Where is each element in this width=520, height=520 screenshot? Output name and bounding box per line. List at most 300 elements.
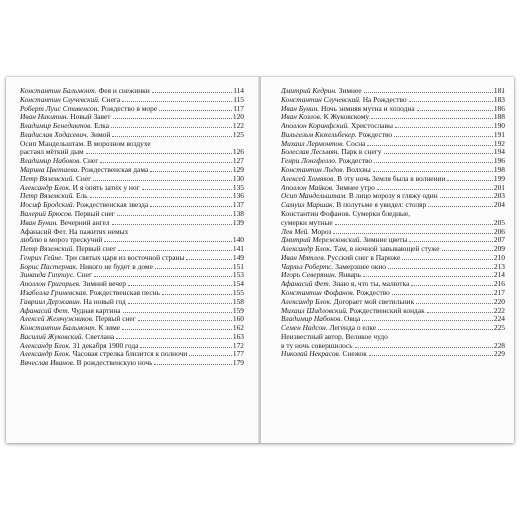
entry-title: На Рождество — [362, 95, 407, 104]
entry-line — [20, 307, 244, 316]
toc-list-left — [20, 87, 244, 368]
entry-text — [281, 245, 440, 254]
leader-dots — [122, 101, 232, 102]
entry-line — [20, 263, 244, 272]
leader-dots — [402, 259, 493, 260]
entry-author: Александр Блок. — [281, 297, 332, 306]
entry-title: 31 декабря 1900 года — [72, 341, 139, 350]
leader-dots — [140, 347, 232, 348]
entry-author: Аполлон Майков. — [281, 183, 334, 192]
entry-title: Снег — [75, 174, 92, 183]
toc-entry — [20, 192, 244, 201]
entry-line — [20, 157, 244, 166]
entry-line — [281, 96, 505, 105]
entry-line — [20, 271, 244, 280]
entry-line — [281, 157, 505, 166]
entry-title: Волхвы — [346, 166, 371, 175]
entry-page-number: 209 — [493, 244, 505, 254]
entry-author: Иван Никитин. — [20, 113, 69, 122]
entry-text — [20, 307, 121, 316]
entry-page-number: 228 — [493, 340, 505, 350]
leader-dots — [395, 127, 493, 128]
entry-page-number: 122 — [232, 121, 244, 131]
entry-title: Снег — [76, 271, 93, 280]
entry-line — [20, 254, 244, 263]
entry-author: Генри Лонгфелло. — [281, 157, 337, 166]
toc-entry — [20, 184, 244, 193]
entry-title: Догорает мой светильник — [333, 297, 415, 306]
entry-author: Петр Вяземский. — [20, 245, 75, 254]
toc-entry — [281, 140, 505, 149]
entry-page-number: 162 — [232, 323, 244, 333]
toc-entry — [20, 289, 244, 298]
entry-line — [281, 298, 505, 307]
leader-dots — [333, 233, 492, 234]
toc-entry — [281, 166, 505, 175]
entry-page-number: 117 — [233, 103, 244, 113]
entry-author: Аполлон Коринфский. — [281, 122, 350, 131]
entry-title: Первый снег — [75, 245, 117, 254]
entry-page-number: 139 — [232, 217, 244, 227]
leader-dots — [138, 320, 232, 321]
entry-page-number: 196 — [493, 156, 505, 166]
entry-title: Новый Завет — [70, 113, 111, 122]
entry-page-number: 151 — [232, 261, 244, 271]
leader-dots — [440, 197, 493, 198]
entry-author: Иван Бунин. — [20, 218, 59, 227]
entry-author: Петр Вяземский. — [20, 192, 75, 201]
leader-dots — [100, 162, 232, 163]
toc-entry — [281, 350, 505, 359]
leader-dots — [362, 320, 493, 321]
entry-page-number: 224 — [493, 314, 505, 324]
toc-entry — [20, 105, 244, 114]
entry-author: Владимир Набоков. — [281, 315, 343, 324]
entry-author: Александр Блок. — [20, 341, 71, 350]
toc-entry — [281, 307, 505, 316]
entry-line — [281, 228, 505, 237]
entry-text — [281, 87, 362, 96]
toc-entry — [281, 131, 505, 140]
entry-line — [281, 342, 505, 351]
entry-text — [20, 184, 140, 193]
entry-title: Рождественский кондак — [349, 306, 425, 315]
toc-list-right — [281, 87, 505, 359]
toc-entry — [281, 105, 505, 114]
leader-dots — [355, 347, 493, 348]
leader-dots — [104, 241, 232, 242]
entry-text — [281, 122, 393, 131]
entry-page-number: 188 — [493, 112, 505, 122]
toc-entry — [281, 333, 505, 351]
entry-title: Зимой — [90, 130, 111, 139]
entry-author: Афанасий Фет. — [20, 306, 70, 315]
toc-entry — [281, 271, 505, 280]
leader-dots — [384, 153, 493, 154]
leader-dots — [154, 364, 231, 365]
leader-dots — [152, 92, 232, 93]
entry-author: Роберт Луис Стивенсон. — [20, 104, 100, 113]
entry-text — [281, 157, 372, 166]
entry-author: Константин Фофанов. — [281, 208, 351, 218]
entry-text — [281, 315, 360, 324]
right-page — [261, 77, 514, 443]
entry-author: Алексей Жемчужников. — [20, 315, 94, 324]
entry-line — [20, 175, 244, 184]
entry-line — [281, 236, 505, 245]
entry-author: Аполлон Григорьев. — [20, 280, 81, 289]
entry-line — [281, 315, 505, 324]
leader-dots — [150, 171, 232, 172]
leader-dots — [416, 303, 493, 304]
entry-page-number: 186 — [493, 103, 505, 113]
entry-line — [20, 298, 244, 307]
leader-dots — [378, 329, 493, 330]
entry-title: И я опять затих у ног — [72, 183, 140, 192]
leader-dots — [392, 294, 493, 295]
entry-title: Зимний вечер — [82, 280, 126, 289]
leader-dots — [394, 136, 493, 137]
entry-text — [281, 280, 409, 289]
entry-page-number: 216 — [493, 279, 505, 289]
entry-title: Три святых царя из восточной страны — [65, 253, 185, 262]
entry-line — [281, 307, 505, 316]
entry-text — [20, 271, 92, 280]
entry-title: В лицо морозу я гляжу один — [348, 192, 438, 201]
entry-author: Владимир Набоков. — [20, 157, 82, 166]
leader-dots — [363, 276, 493, 277]
toc-entry — [281, 87, 505, 96]
entry-title: Часовая стрелка близится к полночи — [72, 350, 188, 359]
toc-entry — [281, 245, 505, 254]
entry-author: Гавриил Державин. — [20, 297, 82, 306]
entry-page-number: 159 — [232, 305, 244, 315]
entry-line — [20, 148, 244, 157]
entry-title: На пажитях немых — [68, 226, 129, 236]
entry-page-number: 190 — [493, 121, 505, 131]
entry-first-line — [20, 140, 244, 149]
entry-text — [281, 228, 331, 237]
entry-page-number: 149 — [232, 252, 244, 262]
entry-line — [281, 271, 505, 280]
entry-title: Первый снег — [95, 315, 136, 324]
entry-line — [20, 210, 244, 219]
entry-author: Семен Надсон. — [281, 324, 328, 333]
entry-title: Русский снег в Париже — [327, 253, 401, 262]
entry-page-number: 160 — [232, 314, 244, 324]
leader-dots — [369, 355, 493, 356]
toc-entry — [281, 228, 505, 237]
entry-line — [281, 175, 505, 184]
entry-text — [20, 315, 136, 324]
entry-author: Александр Блок. — [20, 183, 71, 192]
entry-title: Фея и снежинки — [98, 87, 150, 95]
leader-dots — [371, 118, 493, 119]
entry-text — [20, 192, 88, 201]
entry-text — [281, 166, 371, 175]
entry-author: Петр Вяземский. — [20, 174, 75, 183]
entry-page-number: 129 — [232, 165, 244, 175]
leader-dots — [364, 92, 493, 93]
entry-page-number: 194 — [493, 147, 505, 157]
entry-line — [20, 280, 244, 289]
entry-author: Осип Мандельштам. — [281, 192, 348, 201]
entry-text — [20, 157, 98, 166]
entry-text — [281, 236, 407, 245]
entry-line — [281, 245, 505, 254]
toc-entry — [20, 157, 244, 166]
entry-page-number: 138 — [232, 208, 244, 218]
entry-line — [20, 342, 244, 351]
toc-entry — [281, 289, 505, 298]
entry-page-number: 205 — [493, 217, 505, 227]
entry-title: Сосна — [346, 139, 366, 148]
toc-entry — [20, 87, 244, 96]
leader-dots — [122, 329, 232, 330]
entry-author: Иван Бунин. — [281, 104, 320, 113]
entry-page-number: 183 — [493, 94, 505, 104]
toc-entry — [20, 166, 244, 175]
toc-entry — [20, 175, 244, 184]
leader-dots — [116, 338, 232, 339]
entry-text — [20, 166, 148, 175]
toc-entry — [281, 175, 505, 184]
leader-dots — [128, 285, 232, 286]
entry-page-number: 192 — [493, 138, 505, 148]
entry-author: Лев Мей. — [281, 227, 310, 236]
toc-entry — [20, 140, 244, 158]
toc-entry — [20, 96, 244, 105]
entry-title: Рождество в море — [101, 104, 158, 113]
leader-dots — [417, 110, 493, 111]
toc-entry — [281, 148, 505, 157]
entry-page-number: 201 — [493, 182, 505, 192]
entry-title: К Жуковскому — [323, 113, 370, 122]
entry-page-number: 225 — [493, 323, 505, 333]
entry-page-number: 153 — [232, 270, 244, 280]
entry-text — [20, 87, 150, 96]
leader-dots — [117, 215, 232, 216]
entry-page-number: 177 — [232, 349, 244, 359]
entry-text — [281, 263, 386, 272]
entry-text — [20, 254, 184, 263]
entry-title: Чудная картина — [71, 306, 121, 315]
entry-text — [20, 280, 126, 289]
entry-page-number: 172 — [232, 340, 244, 350]
leader-dots — [367, 145, 492, 146]
entry-page-number: 125 — [232, 129, 244, 139]
entry-title: Снежок — [342, 350, 367, 359]
toc-entry — [20, 122, 244, 131]
entry-line — [20, 350, 244, 359]
entry-line — [20, 201, 244, 210]
entry-text — [281, 289, 390, 298]
entry-title-continued: в ту ночь совершилось — [281, 341, 353, 350]
entry-author: Алексей Хомяков. — [281, 174, 336, 183]
entry-text — [281, 271, 361, 280]
entry-author: Самуил Маршак. — [281, 201, 335, 210]
entry-title: Легенда о елке — [329, 324, 377, 333]
entry-first-line — [281, 333, 505, 342]
entry-text — [20, 96, 120, 105]
toc-entry — [281, 298, 505, 307]
entry-page-number: 204 — [493, 200, 505, 210]
leader-dots — [374, 162, 493, 163]
entry-page-number: 206 — [493, 226, 505, 236]
entry-text — [20, 333, 114, 342]
entry-line — [20, 315, 244, 324]
entry-page-number: 199 — [493, 173, 505, 183]
entry-author: Вячеслав Иванов. — [20, 359, 75, 368]
entry-author: Афанасий Фет. — [281, 280, 331, 289]
entry-line — [20, 166, 244, 175]
entry-page-number: 130 — [232, 173, 244, 183]
entry-page-number: 155 — [232, 287, 244, 297]
entry-text — [281, 350, 367, 359]
entry-author: Марина Цветаева. — [20, 166, 80, 175]
leader-dots — [113, 118, 232, 119]
entry-page-number: 140 — [232, 235, 244, 245]
leader-dots — [123, 312, 232, 313]
leader-dots — [427, 312, 493, 313]
toc-entry — [281, 122, 505, 131]
entry-title: Замерзшее окно — [335, 262, 386, 271]
toc-entry — [20, 271, 244, 280]
entry-title: Зимние цветы — [363, 236, 408, 245]
entry-text — [281, 96, 407, 105]
toc-entry — [281, 113, 505, 122]
entry-title: Рождественская дама — [81, 166, 149, 175]
entry-author: Константин Бальмонт. — [20, 324, 97, 333]
toc-entry — [281, 184, 505, 193]
entry-line — [281, 87, 505, 96]
toc-entry — [20, 307, 244, 316]
entry-title-continued: сумерки мутные — [281, 218, 333, 227]
entry-page-number: 137 — [232, 200, 244, 210]
open-book — [6, 77, 514, 443]
entry-author: Валерий Брюсов. — [20, 209, 73, 218]
entry-title: Январь — [338, 271, 361, 280]
entry-line — [281, 280, 505, 289]
entry-author: Владимир Бенедиктов. — [20, 122, 93, 131]
entry-text — [281, 184, 375, 193]
leader-dots — [86, 153, 232, 154]
entry-text — [281, 254, 400, 263]
entry-author: Генрих Гейне. — [20, 253, 64, 262]
toc-entry — [281, 254, 505, 263]
entry-page-number: 229 — [493, 349, 505, 359]
toc-entry — [281, 280, 505, 289]
toc-entry — [20, 245, 244, 254]
leader-dots — [186, 259, 232, 260]
entry-line — [20, 87, 244, 96]
leader-dots — [428, 206, 493, 207]
entry-line — [281, 263, 505, 272]
entry-line — [20, 184, 244, 193]
leader-dots — [388, 268, 493, 269]
entry-title: Рождество — [338, 157, 373, 166]
entry-line — [281, 219, 505, 228]
entry-title-continued: растаял мёткий дым — [20, 148, 84, 157]
entry-author: Болеслав Лесьмян. — [281, 148, 340, 157]
entry-title: Христославы — [350, 122, 393, 131]
entry-text — [281, 307, 425, 316]
entry-page-number: 213 — [493, 261, 505, 271]
leader-dots — [112, 136, 232, 137]
entry-first-line — [281, 210, 505, 219]
leader-dots — [335, 224, 493, 225]
leader-dots — [112, 224, 232, 225]
entry-title: Знаю я, что ты, малютка — [332, 280, 410, 289]
entry-text — [20, 175, 91, 184]
entry-line — [281, 289, 505, 298]
leader-dots — [155, 268, 232, 269]
entry-author: Дмитрий Кедрин. — [281, 87, 337, 95]
entry-line — [20, 333, 244, 342]
toc-entry — [20, 350, 244, 359]
entry-author: Изабелла Гриневская. — [20, 288, 88, 297]
entry-author: Зинаида Гиппиус. — [20, 271, 75, 280]
entry-line — [20, 236, 244, 245]
entry-text — [281, 148, 382, 157]
leader-dots — [409, 101, 493, 102]
entry-text — [20, 245, 116, 254]
entry-text — [281, 175, 445, 184]
entry-page-number: 220 — [493, 296, 505, 306]
entry-author: Владислав Ходасевич. — [20, 130, 89, 139]
entry-title: Рождественская песнь — [89, 288, 160, 297]
entry-line — [20, 122, 244, 131]
entry-text — [20, 350, 187, 359]
toc-entry — [20, 254, 244, 263]
entry-text — [20, 324, 120, 333]
entry-title-continued: люблю в мороз трескучий — [20, 236, 103, 245]
entry-line — [20, 359, 244, 368]
entry-title: Мороз — [311, 227, 332, 236]
entry-author: Константин Бальмонт. — [20, 87, 97, 95]
entry-line — [281, 113, 505, 122]
entry-text — [20, 359, 152, 368]
toc-entry — [20, 263, 244, 272]
entry-page-number: 222 — [493, 305, 505, 315]
entry-title: Елка — [94, 122, 110, 131]
entry-page-number: 207 — [493, 235, 505, 245]
entry-line — [20, 96, 244, 105]
entry-text — [20, 105, 157, 114]
toc-entry — [20, 315, 244, 324]
entry-author: Неизвестный автор. — [281, 331, 344, 341]
entry-author: Осип Мандельштам. — [20, 138, 86, 148]
entry-title: Ель — [75, 192, 88, 201]
entry-author: Константин Фофанов. — [281, 288, 355, 297]
entry-title: Первый снег — [74, 209, 115, 218]
toc-entry — [281, 236, 505, 245]
entry-title: Снег — [83, 157, 99, 166]
entry-page-number: 181 — [493, 86, 505, 95]
toc-entry — [281, 157, 505, 166]
entry-author: Афанасий Фет. — [20, 226, 68, 236]
toc-entry — [281, 192, 505, 201]
leader-dots — [90, 197, 232, 198]
leader-dots — [442, 250, 493, 251]
entry-text — [281, 140, 365, 149]
toc-entry — [20, 210, 244, 219]
left-page — [6, 77, 259, 443]
entry-page-number: 203 — [493, 191, 505, 201]
entry-line — [20, 289, 244, 298]
entry-line — [20, 113, 244, 122]
leader-dots — [162, 294, 232, 295]
